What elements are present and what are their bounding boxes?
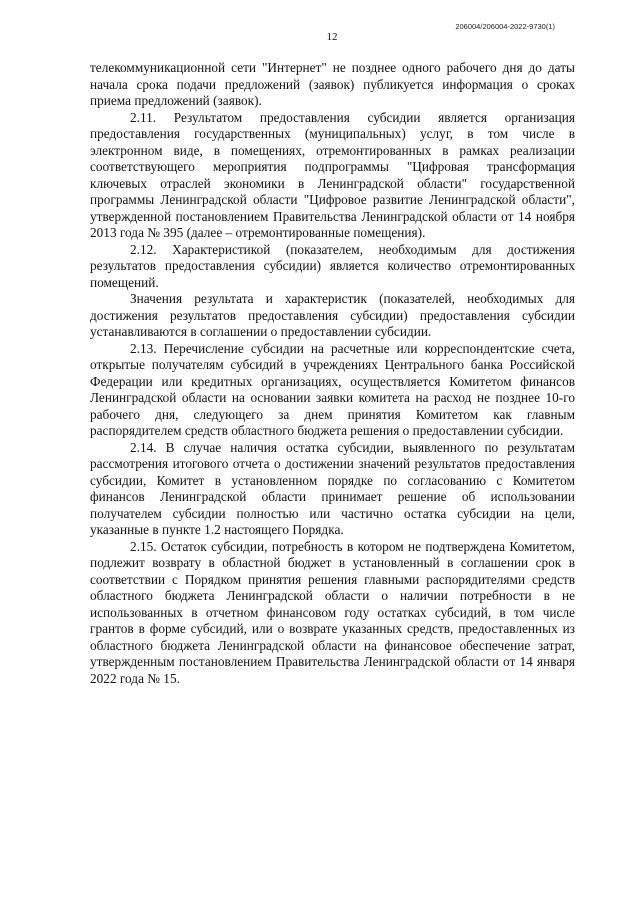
paragraph-2-13: 2.13. Перечисление субсидии на расчетные или корреспондентские счета, открытые получателям субсидий в учреждениях Центрального банка Российской Федерации или кредитных организациях, осуществляется Комитетом финансов Ленинградской области на основании заявки комитета на расход не позднее 10-го рабочего дня, следующего за днем принятия Комитетом как главным распорядителем средств областного бюджета решения о предоставлении субсидии. — [90, 340, 575, 438]
paragraph-2-11: 2.11. Результатом предоставления субсидии является организация предоставления государственных (муниципальных) услуг, в том числе в электронном виде, в помещениях, отремонтированных в рамках реализации соответствующего мероприятия подпрограммы "Цифровая трансформация ключевых отраслей экономики в Ленинградской области" государственной программы Ленинградской области "Цифровое развитие Ленинградской области", утвержденной постановлением Правительства Ленинградской области от 14 ноября 2013 года № 395 (далее – отремонтированные помещения). — [90, 109, 575, 240]
page-number: 12 — [326, 31, 338, 43]
paragraph-2-12: 2.12. Характеристикой (показателем, необходимым для достижения результатов предоставления субсидии) является количество отремонтированных помещений. — [90, 241, 575, 290]
paragraph-2-14: 2.14. В случае наличия остатка субсидии, выявленного по результатам рассмотрения итогового отчета о достижении значений результатов предоставления субсидии, Комитет в установленном порядке по согласованию с Комитетом финансов Ленинградской области принимает решение об использовании получателем субсидии полностью или частично остатка субсидии на цели, указанные в пункте 1.2 настоящего Порядка. — [90, 439, 575, 537]
document-body — [90, 60, 575, 687]
paragraph-intro: телекоммуникационной сети "Интернет" не позднее одного рабочего дня до даты начала срока подачи предложений (заявок) публикуется информация о сроках приема предложений (заявок). — [90, 60, 575, 108]
document-id: 206004/206004-2022-9730(1) — [455, 22, 555, 31]
paragraph-result-values: Значения результата и характеристик (показателей, необходимых для достижения результатов предоставления субсидии) предоставления субсидии устанавливаются в соглашении о предоставлении субсидии. — [90, 291, 575, 339]
paragraph-2-15: 2.15. Остаток субсидии, потребность в котором не подтверждена Комитетом, подлежит возврату в областной бюджет в установленный в соглашении срок в соответствии с Порядком принятия решения главными распорядителями средств областного бюджета Ленинградской области о наличии потребности в не использованных в отчетном финансовом году остатках субсидий, в том числе грантов в форме субсидий, или о возврате указанных средств, предоставленных из областного бюджета Ленинградской области на финансовое обеспечение затрат, утвержденным постановлением Правительства Ленинградской области от 14 января 2022 года № 15. — [90, 538, 575, 686]
